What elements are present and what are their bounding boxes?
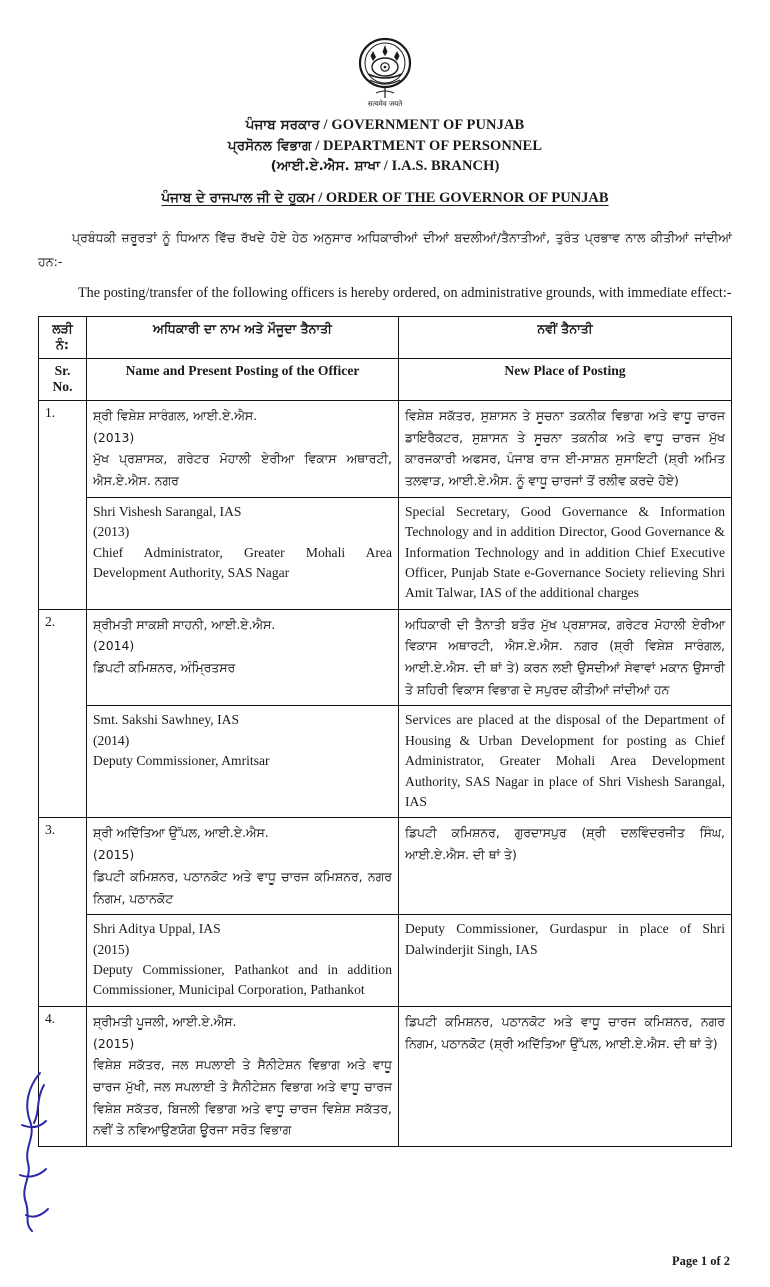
header-line-department-pa: ਪ੍ਰਸੋਨਲ ਵਿਭਾਗ	[227, 137, 312, 154]
header-line-separator: /	[315, 137, 324, 154]
row-name-posting-pa: ਸ਼੍ਰੀਮਤੀ ਪੂਜਲੀ, ਆਈ.ਏ.ਐਸ. (2015) ਵਿਸ਼ੇਸ਼ ਸਕੱਤਰ, ਜਲ ਸਪਲਾਈ ਤੇ ਸੈਨੀਟੇਸ਼ਨ ਵਿਭਾਗ ਅਤੇ ਵਾਧੂ ਚਾਰਜ ਮੁੱਖੀ, ਜਲ ਸਪਲਾਈ ਤੇ ਸੈਨੀਟੇਸ਼ਨ ਵਿਭਾਗ ਅਤੇ ਵਾਧੂ ਚਾਰਜ ਵਿਸ਼ੇਸ਼ ਸਕੱਤਰ, ਬਿਜਲੀ ਵਿਭਾਗ ਅਤੇ ਵਾਧੂ ਚਾਰਜ ਵਿਸ਼ੇਸ਼ ਸਕੱਤਰ, ਨਵੀਂ ਤੇ ਨਵਿਆਉਣਯੋਗ ਊਰਜਾ ਸਰੋਤ ਵਿਭਾਗ	[87, 1006, 399, 1146]
header-name-posting-pa: ਅਧਿਕਾਰੀ ਦਾ ਨਾਮ ਅਤੇ ਮੌਜੂਦਾ ਤੈਨਾਤੀ	[87, 316, 399, 358]
table-header-row-punjabi	[39, 316, 732, 358]
row-new-posting-pa: ਅਧਿਕਾਰੀ ਦੀ ਤੈਨਾਤੀ ਬਤੌਰ ਮੁੱਖ ਪ੍ਰਸ਼ਾਸਕ, ਗਰੇਟਰ ਮੋਹਾਲੀ ਏਰੀਆ ਵਿਕਾਸ ਅਥਾਰਟੀ, ਐਸ.ਏ.ਐਸ. ਨਗਰ (ਸ਼੍ਰੀ ਵਿਸ਼ੇਸ਼ ਸਾਰੰਗਲ, ਆਈ.ਏ.ਐਸ. ਦੀ ਥਾਂ ਤੇ) ਕਰਨ ਲਈ ਉਸਦੀਆਂ ਸੇਵਾਵਾਂ ਮਕਾਨ ਉਸਾਰੀ ਤੇ ਸ਼ਹਿਰੀ ਵਿਕਾਸ ਵਿਭਾਗ ਦੇ ਸਪੁਰਦ ਕੀਤੀਆਂ ਜਾਂਦੀਆਂ ਹਨ	[399, 609, 732, 706]
table-header-row-english	[39, 358, 732, 400]
transfer-order-table	[38, 316, 732, 1147]
header-line-separator: /	[383, 158, 392, 175]
row-name-posting-pa: ਸ਼੍ਰੀਮਤੀ ਸਾਕਸ਼ੀ ਸਾਹਨੀ, ਆਈ.ਏ.ਐਸ. (2014) ਡਿਪਟੀ ਕਮਿਸ਼ਨਰ, ਅੰਮ੍ਰਿਤਸਰ	[87, 609, 399, 706]
row-new-posting-pa: ਡਿਪਟੀ ਕਮਿਸ਼ਨਰ, ਗੁਰਦਾਸਪੁਰ (ਸ਼੍ਰੀ ਦਲਵਿੰਦਰਜੀਤ ਸਿੰਘ, ਆਈ.ਏ.ਐਸ. ਦੀ ਥਾਂ ਤੇ)	[399, 818, 732, 915]
header-sr-no-pa: ਲੜੀ ਨੰ:	[39, 316, 87, 358]
emblem-container	[38, 0, 732, 115]
row-new-posting-pa: ਵਿਸ਼ੇਸ਼ ਸਕੱਤਰ, ਸੁਸ਼ਾਸਨ ਤੇ ਸੂਚਨਾ ਤਕਨੀਕ ਵਿਭਾਗ ਅਤੇ ਵਾਧੂ ਚਾਰਜ ਡਾਇਰੈਕਟਰ, ਸੁਸ਼ਾਸਨ ਤੇ ਸੂਚਨਾ ਤਕਨੀਕ ਅਤੇ ਵਾਧੂ ਚਾਰਜ ਮੁੱਖ ਕਾਰਜਕਾਰੀ ਅਫਸਰ, ਪੰਜਾਬ ਰਾਜ ਈ-ਸਾਸ਼ਨ ਸੁਸਾਇਟੀ (ਸ਼੍ਰੀ ਅਮਿਤ ਤਲਵਾੜ, ਆਈ.ਏ.ਐਸ. ਨੂੰ ਵਾਧੂ ਚਾਰਜਾਂ ਤੋਂ ਰਲੀਵ ਕਰਦੇ ਹੋਏ)	[399, 400, 732, 497]
header-sr-no-en: Sr. No.	[39, 358, 87, 400]
row-sr-no: 3.	[39, 818, 87, 1006]
header-line-department	[38, 136, 732, 157]
table-row	[39, 400, 732, 497]
order-title-separator: /	[318, 189, 326, 206]
header-line-branch-en: I.A.S. BRANCH)	[391, 158, 500, 175]
header-name-posting-en: Name and Present Posting of the Officer	[87, 358, 399, 400]
header-new-posting-pa: ਨਵੀਂ ਤੈਨਾਤੀ	[399, 316, 732, 358]
table-row	[39, 1006, 732, 1146]
table-row	[39, 497, 732, 609]
table-row	[39, 915, 732, 1007]
order-title	[38, 188, 732, 209]
header-line-government	[38, 115, 732, 136]
order-title-en: ORDER OF THE GOVERNOR OF PUNJAB	[325, 189, 609, 206]
row-name-posting-en: Shri Vishesh Sarangal, IAS (2013) Chief Administrator, Greater Mohali Area Development Authority, SAS Nagar	[87, 497, 399, 609]
row-name-posting-pa: ਸ਼੍ਰੀ ਵਿਸ਼ੇਸ਼ ਸਾਰੰਗਲ, ਆਈ.ਏ.ਐਸ. (2013) ਮੁੱਖ ਪ੍ਰਸ਼ਾਸਕ, ਗਰੇਟਰ ਮੋਹਾਲੀ ਏਰੀਆ ਵਿਕਾਸ ਅਥਾਰਟੀ, ਐਸ.ਏ.ਐਸ. ਨਗਰ	[87, 400, 399, 497]
header-line-branch-pa: (ਆਈ.ਏ.ਐਸ. ਸ਼ਾਖਾ	[270, 158, 381, 175]
row-name-posting-en: Shri Aditya Uppal, IAS (2015) Deputy Commissioner, Pathankot and in addition Commissioner, Municipal Corporation, Pathankot	[87, 915, 399, 1007]
handwritten-signature-icon	[10, 1065, 56, 1235]
row-sr-no: 1.	[39, 400, 87, 609]
header-line-government-pa: ਪੰਜਾਬ ਸਰਕਾਰ	[245, 117, 320, 133]
svg-text:सत्यमेव जयते: सत्यमेव जयते	[367, 100, 403, 108]
row-sr-no: 2.	[39, 609, 87, 818]
header-line-separator: /	[323, 117, 332, 133]
header-line-department-en: DEPARTMENT OF PERSONNEL	[323, 137, 543, 154]
row-new-posting-en: Deputy Commissioner, Gurdaspur in place of Shri Dalwinderjit Singh, IAS	[399, 915, 732, 1007]
row-name-posting-pa: ਸ਼੍ਰੀ ਅਦਿੱਤਿਆ ਉੱਪਲ, ਆਈ.ਏ.ਐਸ. (2015) ਡਿਪਟੀ ਕਮਿਸ਼ਨਰ, ਪਠਾਨਕੋਟ ਅਤੇ ਵਾਧੂ ਚਾਰਜ ਕਮਿਸ਼ਨਰ, ਨਗਰ ਨਿਗਮ, ਪਠਾਨਕੋਟ	[87, 818, 399, 915]
header-line-branch	[38, 156, 732, 177]
table-row	[39, 818, 732, 915]
table-row	[39, 706, 732, 818]
row-new-posting-pa: ਡਿਪਟੀ ਕਮਿਸ਼ਨਰ, ਪਠਾਨਕੋਟ ਅਤੇ ਵਾਧੂ ਚਾਰਜ ਕਮਿਸ਼ਨਰ, ਨਗਰ ਨਿਗਮ, ਪਠਾਨਕੋਟ (ਸ਼੍ਰੀ ਅਦਿੱਤਿਆ ਉੱਪਲ, ਆਈ.ਏ.ਐਸ. ਦੀ ਥਾਂ ਤੇ)	[399, 1006, 732, 1146]
india-state-emblem-icon	[354, 36, 416, 110]
intro-paragraph-english: The posting/transfer of the following officers is hereby ordered, on administrative grounds, with immediate effect:-	[78, 284, 732, 301]
page-number: Page 1 of 2	[672, 1254, 730, 1268]
header-new-posting-en: New Place of Posting	[399, 358, 732, 400]
row-new-posting-en: Services are placed at the disposal of the Department of Housing & Urban Development for posting as Chief Administrator, Greater Mohali Area Development Authority, SAS Nagar in place of Shri Vishesh Sarangal, IAS	[399, 706, 732, 818]
row-new-posting-en: Special Secretary, Good Governance & Information Technology and in addition Director, Good Governance & Information Technology and in addition Chief Executive Officer, Punjab State e-Governance Society relieving Shri Amit Talwar, IAS of the additional charges	[399, 497, 732, 609]
document-header	[38, 115, 732, 208]
table-row	[39, 609, 732, 706]
order-title-pa: ਪੰਜਾਬ ਦੇ ਰਾਜਪਾਲ ਜੀ ਦੇ ਹੁਕਮ	[161, 189, 315, 206]
row-sr-no: 4.	[39, 1006, 87, 1146]
intro-paragraph-punjabi: ਪ੍ਰਬੰਧਕੀ ਜ਼ਰੂਰਤਾਂ ਨੂੰ ਧਿਆਨ ਵਿੱਚ ਰੱਖਦੇ ਹੋਏ ਹੇਠ ਅਨੁਸਾਰ ਅਧਿਕਾਰੀਆਂ ਦੀਆਂ ਬਦਲੀਆਂ/ਤੈਨਾਤੀਆਂ, ਤੁਰੰਤ ਪ੍ਰਭਾਵ ਨਾਲ ਕੀਤੀਆਂ ਜਾਂਦੀਆਂ ਹਨ:-	[38, 230, 732, 269]
row-name-posting-en: Smt. Sakshi Sawhney, IAS (2014) Deputy Commissioner, Amritsar	[87, 706, 399, 818]
header-line-government-en: GOVERNMENT OF PUNJAB	[331, 117, 525, 133]
